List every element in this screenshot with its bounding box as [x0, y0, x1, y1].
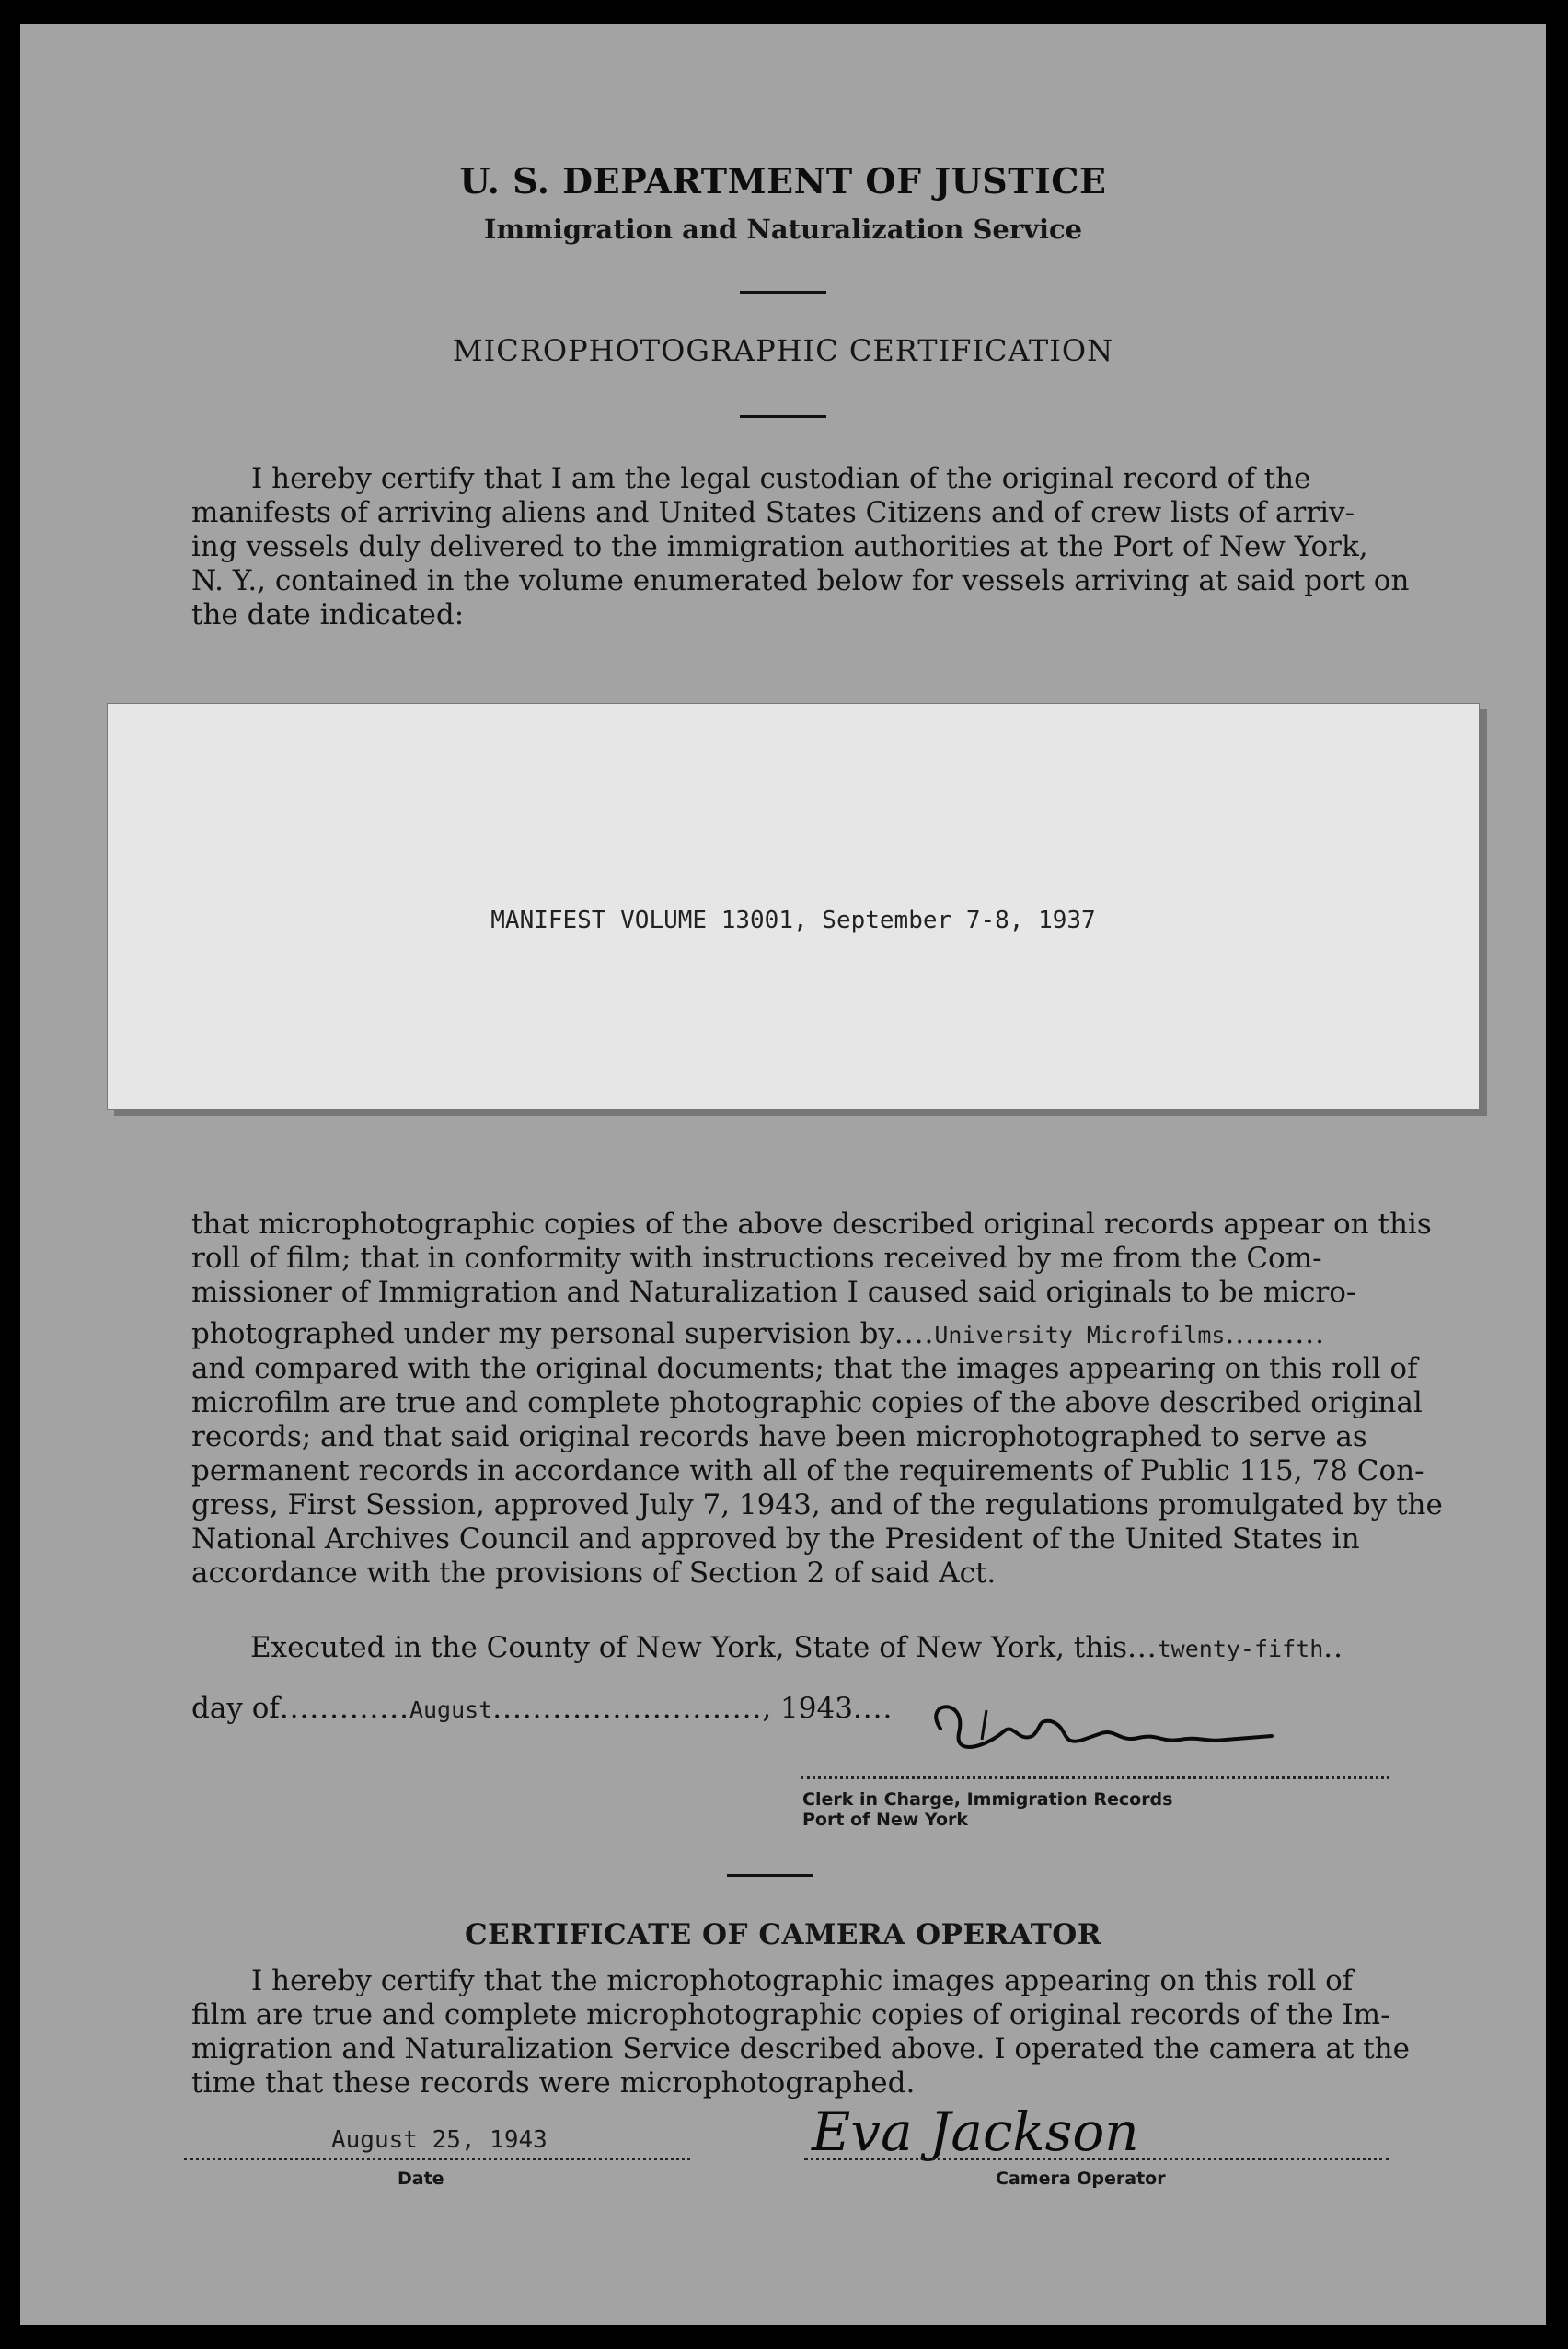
- camera-line: time that these records were microphotographed.: [191, 2066, 916, 2100]
- operator-signature-line: [804, 2158, 1389, 2160]
- photographed-by-value: University Microfilms: [934, 1322, 1226, 1348]
- execution-month: August: [409, 1696, 493, 1723]
- body-paragraph: [191, 1208, 1443, 1591]
- photographed-by-prefix: photographed under my personal supervision by: [191, 1317, 894, 1350]
- body-line: records; and that said original records have been microphotographed to serve as: [191, 1420, 1367, 1453]
- intro-line: manifests of arriving aliens and United States Citizens and of crew lists of arriv-: [191, 496, 1355, 529]
- divider-rule: [727, 1874, 813, 1877]
- intro-line: the date indicated:: [191, 598, 465, 631]
- body-line: that microphotographic copies of the above described original records appear on this: [191, 1208, 1432, 1241]
- body-line: gress, First Session, approved July 7, 1943, and of the regulations promulgated by the: [191, 1488, 1443, 1522]
- body-line: accordance with the provisions of Section 2 of said Act.: [191, 1556, 997, 1590]
- certificate-sheet: [20, 24, 1546, 2325]
- date-line: [184, 2158, 690, 2160]
- intro-line: ing vessels duly delivered to the immigration authorities at the Port of New York,: [191, 530, 1368, 563]
- intro-line: N. Y., contained in the volume enumerated below for vessels arriving at said port on: [191, 564, 1410, 597]
- camera-line: film are true and complete microphotographic copies of original records of the Im-: [191, 1998, 1390, 2031]
- execution-day: twenty-fifth: [1157, 1636, 1324, 1662]
- divider-rule: [740, 291, 826, 294]
- body-line: and compared with the original documents; that the images appearing on this roll of: [191, 1352, 1418, 1385]
- execution-year-prefix: , 194: [762, 1692, 836, 1725]
- camera-line: migration and Naturalization Service described above. I operated the camera at the: [191, 2032, 1410, 2066]
- intro-line: I hereby certify that I am the legal custodian of the original record of the: [251, 462, 1311, 495]
- execution-line: Executed in the County of New York, State of New York, this...twenty-fifth..: [250, 1631, 1343, 1664]
- body-line: National Archives Council and approved by the President of the United States in: [191, 1522, 1360, 1556]
- operator-signature: Eva Jackson: [812, 2100, 1139, 2163]
- execution-prefix: Executed in the County of New York, State of New York, this: [250, 1631, 1128, 1664]
- photographed-by-line: photographed under my personal supervision by....University Microfilms..........: [191, 1317, 1325, 1350]
- clerk-caption-port: Port of New York: [802, 1810, 969, 1830]
- service-subheading: Immigration and Naturalization Service: [483, 214, 1083, 245]
- execution-year-digit: 3: [835, 1692, 853, 1725]
- clerk-signature-line: [801, 1776, 1389, 1779]
- document-title: MICROPHOTOGRAPHIC CERTIFICATION: [452, 333, 1114, 368]
- body-line: permanent records in accordance with all of the requirements of Public 115, 78 Con-: [191, 1454, 1424, 1487]
- body-line: microfilm are true and complete photographic copies of the above described original: [191, 1386, 1423, 1419]
- camera-line: I hereby certify that the microphotographic images appearing on this roll of: [251, 1964, 1354, 1997]
- intro-paragraph: [191, 462, 1410, 632]
- camera-paragraph: [191, 1964, 1410, 2100]
- clerk-caption: [802, 1789, 1172, 1830]
- department-heading: U. S. DEPARTMENT OF JUSTICE: [459, 160, 1107, 202]
- manifest-volume-text: MANIFEST VOLUME 13001, September 7-8, 1937: [490, 907, 1096, 934]
- manifest-card: [107, 703, 1480, 1110]
- camera-operator-title: CERTIFICATE OF CAMERA OPERATOR: [464, 1918, 1102, 1951]
- day-of-line: day of.............August..........................., 1943....: [191, 1692, 894, 1725]
- body-line: roll of film; that in conformity with instructions received by me from the Com-: [191, 1242, 1322, 1275]
- body-line: missioner of Immigration and Naturalization I caused said originals to be micro-: [191, 1276, 1356, 1309]
- operator-label: Camera Operator: [996, 2169, 1166, 2189]
- day-of-label: day of: [191, 1692, 280, 1725]
- date-label: Date: [398, 2169, 444, 2189]
- clerk-signature: [904, 1692, 1345, 1775]
- operator-date-value: August 25, 1943: [331, 2126, 548, 2154]
- divider-rule: [740, 415, 826, 418]
- clerk-caption-title: Clerk in Charge, Immigration Records: [802, 1789, 1173, 1810]
